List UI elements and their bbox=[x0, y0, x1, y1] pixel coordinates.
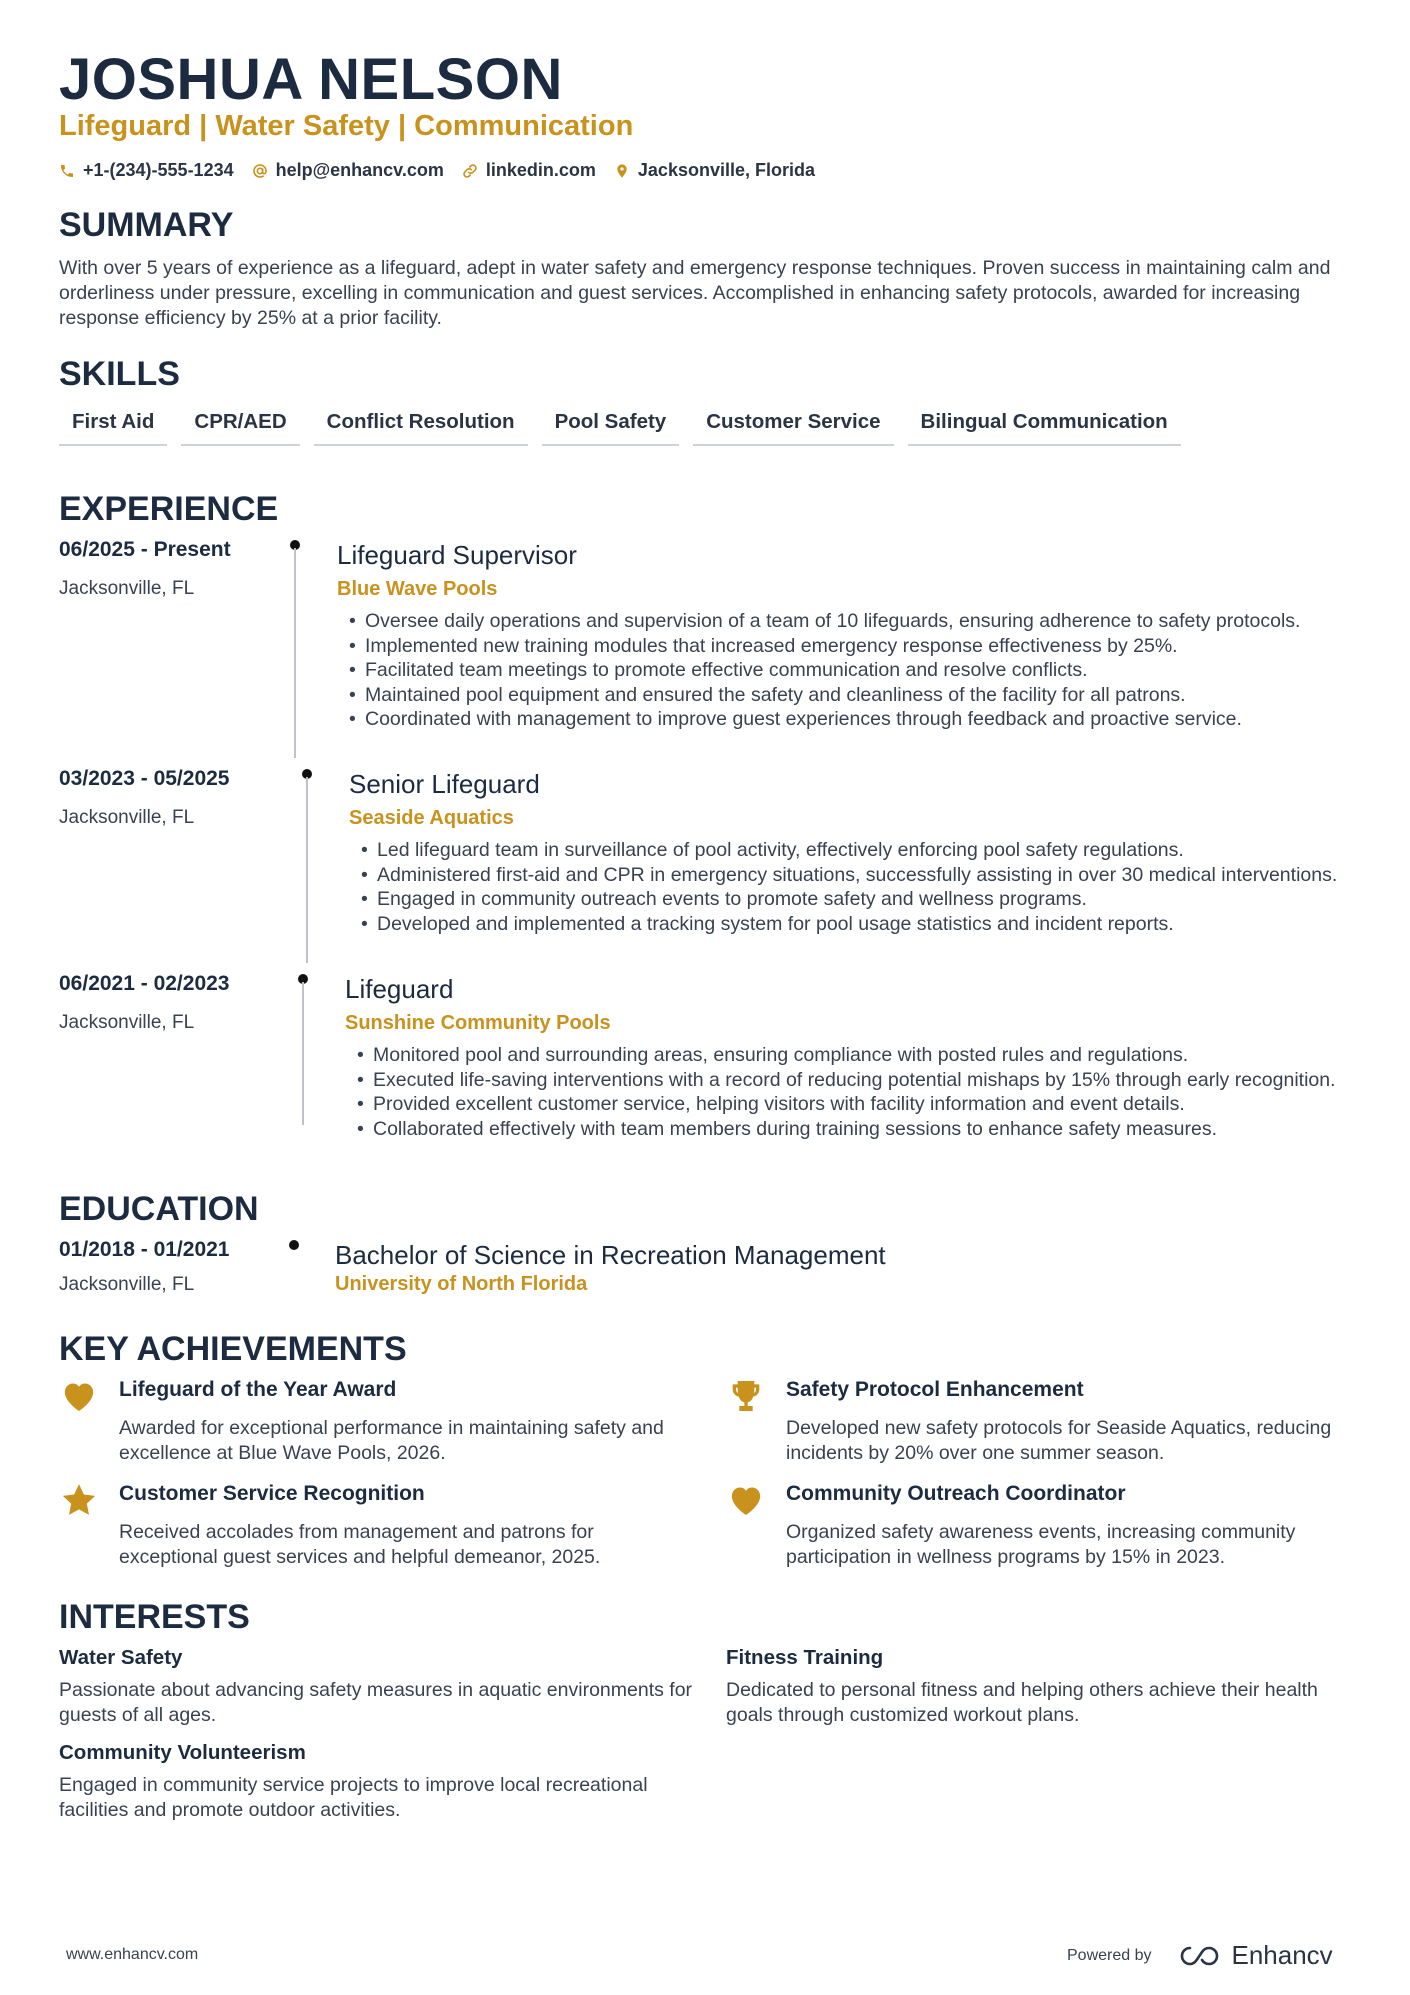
experience-company: Sunshine Community Pools bbox=[345, 1012, 611, 1034]
enhancv-logo[interactable] bbox=[1178, 1940, 1333, 1971]
timeline-dot bbox=[289, 1240, 299, 1250]
contact-email[interactable] bbox=[252, 160, 444, 181]
achievement-item bbox=[59, 1480, 679, 1570]
summary-heading: SUMMARY bbox=[59, 206, 234, 244]
achievement-item bbox=[726, 1376, 1346, 1466]
skill-tag: Conflict Resolution bbox=[314, 410, 528, 446]
experience-company: Blue Wave Pools bbox=[337, 578, 498, 600]
experience-date: 03/2023 - 05/2025 bbox=[59, 767, 230, 790]
achievement-title: Lifeguard of the Year Award bbox=[119, 1378, 397, 1401]
contact-email-text: help@enhancv.com bbox=[275, 160, 444, 180]
skill-tag: Bilingual Communication bbox=[908, 410, 1181, 446]
experience-company: Seaside Aquatics bbox=[349, 807, 514, 829]
summary-text: With over 5 years of experience as a lifeguard, adept in water safety and emergency response techniques. Proven success in maintaining calm and orderliness under pressure, excelling in communication and guest services. Accomplished in enhancing safety protocols, awarded for increasing response efficiency by 25% at a prior facility. bbox=[59, 257, 1331, 329]
footer-website[interactable]: www.enhancv.com bbox=[66, 1946, 199, 1963]
experience-heading: EXPERIENCE bbox=[59, 490, 279, 528]
experience-location: Jacksonville, FL bbox=[59, 578, 195, 599]
interest-title: Water Safety bbox=[59, 1646, 183, 1669]
skill-tag: CPR/AED bbox=[181, 410, 299, 446]
bullet-item: • Monitored pool and surrounding areas, ensuring compliance with posted rules and regulations. bbox=[357, 1043, 1385, 1068]
experience-bullets bbox=[345, 1043, 1385, 1141]
education-degree: Bachelor of Science in Recreation Management bbox=[335, 1240, 886, 1270]
bullet-item: • Administered first-aid and CPR in emergency situations, successfully assisting in over 30 medical interventions. bbox=[361, 863, 1389, 888]
timeline-line bbox=[302, 982, 304, 1125]
achievement-title: Customer Service Recognition bbox=[119, 1482, 425, 1505]
bullet-item: • Provided excellent customer service, helping visitors with facility information and event details. bbox=[357, 1092, 1385, 1117]
heart-icon bbox=[726, 1480, 766, 1520]
achievement-desc: Received accolades from management and patrons for exceptional guest services and helpful demeanor, 2025. bbox=[119, 1521, 601, 1568]
experience-date: 06/2021 - 02/2023 bbox=[59, 972, 230, 995]
education-date: 01/2018 - 01/2021 bbox=[59, 1238, 230, 1261]
at-icon bbox=[252, 163, 268, 179]
bullet-item: • Oversee daily operations and supervision of a team of 10 lifeguards, ensuring adherence to safety protocols. bbox=[349, 609, 1377, 634]
footer-branding bbox=[1067, 1940, 1333, 1971]
achievements-heading: KEY ACHIEVEMENTS bbox=[59, 1330, 407, 1368]
experience-date: 06/2025 - Present bbox=[59, 538, 231, 561]
contact-location bbox=[614, 160, 815, 181]
experience-entry bbox=[59, 538, 1359, 758]
achievement-desc: Developed new safety protocols for Seaside Aquatics, reducing incidents by 20% over one summer season. bbox=[786, 1417, 1332, 1464]
bullet-item: • Engaged in community outreach events to promote safety and wellness programs. bbox=[361, 887, 1389, 912]
achievement-desc: Organized safety awareness events, increasing community participation in wellness programs by 15% in 2023. bbox=[786, 1521, 1296, 1568]
contact-row bbox=[59, 160, 815, 181]
bullet-item: • Maintained pool equipment and ensured the safety and cleanliness of the facility for all patrons. bbox=[349, 683, 1377, 708]
experience-location: Jacksonville, FL bbox=[59, 807, 195, 828]
education-location: Jacksonville, FL bbox=[59, 1274, 195, 1295]
candidate-name: JOSHUA NELSON bbox=[59, 47, 563, 112]
interest-desc: Dedicated to personal fitness and helping others achieve their health goals through customized workout plans. bbox=[726, 1679, 1318, 1726]
contact-phone-text: +1-(234)-555-1234 bbox=[83, 160, 234, 180]
skill-tag: Pool Safety bbox=[542, 410, 680, 446]
experience-role: Senior Lifeguard bbox=[349, 769, 540, 799]
timeline-line bbox=[294, 548, 296, 758]
experience-details bbox=[345, 972, 1385, 1141]
experience-bullets bbox=[337, 609, 1377, 732]
skills-heading: SKILLS bbox=[59, 355, 180, 393]
candidate-title: Lifeguard | Water Safety | Communication bbox=[59, 110, 634, 142]
achievement-title: Community Outreach Coordinator bbox=[786, 1482, 1126, 1505]
interests-heading: INTERESTS bbox=[59, 1598, 250, 1636]
bullet-item: • Developed and implemented a tracking system for pool usage statistics and incident reports. bbox=[361, 912, 1389, 937]
contact-location-text: Jacksonville, Florida bbox=[637, 160, 815, 180]
bullet-item: • Implemented new training modules that increased emergency response effectiveness by 25%. bbox=[349, 634, 1377, 659]
interest-item bbox=[59, 1741, 699, 1822]
phone-icon bbox=[59, 163, 75, 179]
interest-desc: Passionate about advancing safety measures in aquatic environments for guests of all ages. bbox=[59, 1679, 693, 1726]
contact-phone[interactable] bbox=[59, 160, 234, 181]
timeline-line bbox=[306, 777, 308, 963]
location-pin-icon bbox=[614, 163, 630, 179]
interest-item bbox=[726, 1646, 1366, 1727]
enhancv-logo-icon bbox=[1178, 1944, 1224, 1968]
bullet-item: • Facilitated team meetings to promote effective communication and resolve conflicts. bbox=[349, 658, 1377, 683]
experience-details bbox=[337, 538, 1377, 732]
education-school: University of North Florida bbox=[335, 1273, 588, 1295]
achievement-item bbox=[59, 1376, 679, 1466]
education-details bbox=[335, 1238, 1375, 1296]
heart-icon bbox=[59, 1376, 99, 1416]
link-icon bbox=[462, 163, 478, 179]
interest-title: Community Volunteerism bbox=[59, 1741, 306, 1764]
bullet-item: • Coordinated with management to improve guest experiences through feedback and proactive service. bbox=[349, 707, 1377, 732]
education-heading: EDUCATION bbox=[59, 1190, 259, 1228]
star-icon bbox=[59, 1480, 99, 1520]
enhancv-logo-text: Enhancv bbox=[1231, 1940, 1333, 1970]
interest-item bbox=[59, 1646, 699, 1727]
experience-location: Jacksonville, FL bbox=[59, 1012, 195, 1033]
experience-details bbox=[349, 767, 1389, 936]
contact-linkedin[interactable] bbox=[462, 160, 596, 181]
experience-entry bbox=[59, 767, 1359, 967]
experience-role: Lifeguard bbox=[345, 974, 454, 1004]
bullet-item: • Collaborated effectively with team members during training sessions to enhance safety measures. bbox=[357, 1117, 1385, 1142]
skill-tag: Customer Service bbox=[693, 410, 893, 446]
trophy-icon bbox=[726, 1376, 766, 1416]
experience-role: Lifeguard Supervisor bbox=[337, 540, 577, 570]
bullet-item: • Led lifeguard team in surveillance of pool activity, effectively enforcing pool safety regulations. bbox=[361, 838, 1389, 863]
achievement-title: Safety Protocol Enhancement bbox=[786, 1378, 1084, 1401]
interest-title: Fitness Training bbox=[726, 1646, 884, 1669]
skills-list bbox=[59, 410, 1181, 446]
interest-desc: Engaged in community service projects to improve local recreational facilities and promote outdoor activities. bbox=[59, 1774, 648, 1821]
bullet-item: • Executed life-saving interventions with a record of reducing potential mishaps by 15% through early recognition. bbox=[357, 1068, 1385, 1093]
experience-entry bbox=[59, 972, 1359, 1172]
experience-bullets bbox=[349, 838, 1389, 936]
contact-linkedin-text: linkedin.com bbox=[485, 160, 596, 180]
achievement-item bbox=[726, 1480, 1346, 1570]
skill-tag: First Aid bbox=[59, 410, 167, 446]
powered-by-label: Powered by bbox=[1067, 1946, 1152, 1964]
achievement-desc: Awarded for exceptional performance in maintaining safety and excellence at Blue Wave Pools, 2026. bbox=[119, 1417, 664, 1464]
education-entry bbox=[59, 1238, 1359, 1308]
